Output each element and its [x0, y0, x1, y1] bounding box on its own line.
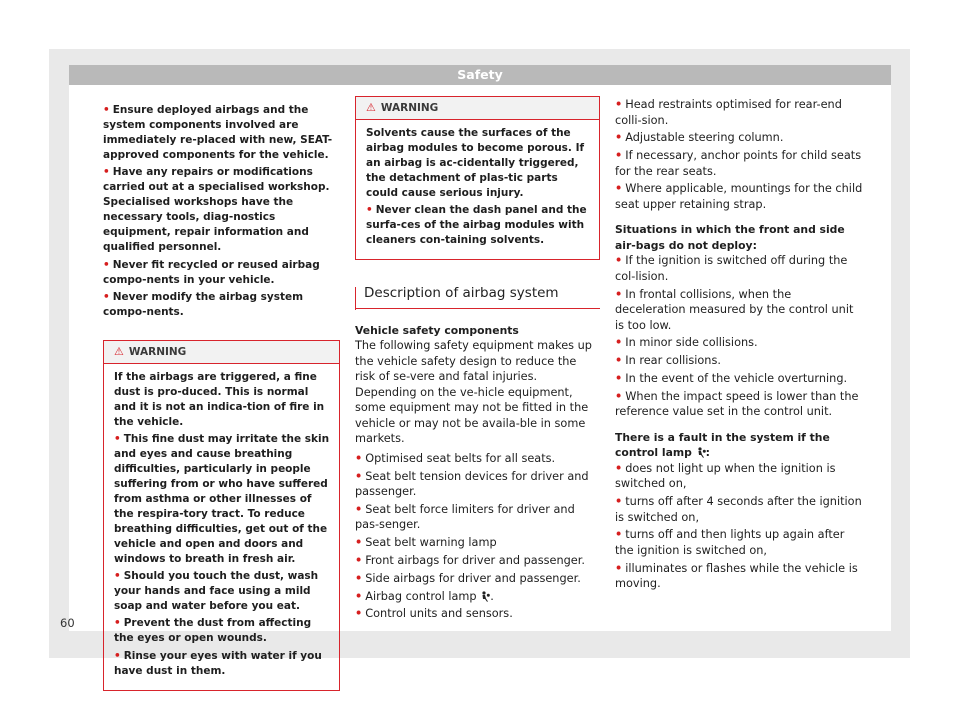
- list-item: • Seat belt warning lamp: [355, 536, 497, 550]
- list-item: • When the impact speed is lower than the reference value set in the control unit.: [615, 389, 859, 419]
- list-item-text: Head restraints optimised for rear-end colli-sion.: [615, 98, 842, 127]
- list-item-text: Never modify the airbag system compo-nents.: [103, 290, 304, 318]
- list-item-text: does not light up when the ignition is switched on,: [615, 461, 836, 491]
- airbag-lamp-icon: [696, 447, 706, 458]
- list-item: • does not light up when the ignition is switched on,: [615, 461, 836, 491]
- list-item-text: Adjustable steering column.: [625, 131, 784, 145]
- list-item: • Have any repairs or modifications carried out at a specialised workshop. Specialised workshops have the necessary tools, diag-nostics equipment, repair information and qualified personnel.: [103, 166, 330, 254]
- warning-box: [103, 340, 340, 691]
- list-item-text: Rinse your eyes with water if you have dust in them.: [114, 649, 322, 677]
- list-item: • Ensure deployed airbags and the system components involved are immediately re-placed with new, SEAT-approved components for the vehicle.: [103, 104, 333, 161]
- list-item: • In rear collisions.: [615, 354, 721, 368]
- list-item: • This fine dust may irritate the skin and eyes and cause breathing difficulties, particularly in people suffering from or who have suffered from asthma or other illnesses of the respira-tory tract. To reduce breathing difficulties, get out of the vehicle and open and doors and windows to breath in fresh air.: [114, 432, 330, 565]
- list-item-text: Side airbags for driver and passenger.: [365, 571, 581, 585]
- list-item: • Never modify the airbag system compo-nents.: [103, 290, 304, 318]
- middle-column: [355, 96, 600, 624]
- list-item: • Should you touch the dust, wash your hands and face using a mild soap and water before you eat.: [114, 570, 319, 613]
- list-item-text: illuminates or flashes while the vehicle is moving.: [615, 561, 858, 591]
- list-item: • In minor side collisions.: [615, 336, 758, 350]
- list-item-text: If necessary, anchor points for child seats for the rear seats.: [615, 149, 862, 178]
- manual-page: [69, 65, 891, 677]
- list-item-text: turns off and then lights up again after the ignition is switched on,: [615, 528, 845, 557]
- list-item: • In the event of the vehicle overturning.: [615, 372, 848, 386]
- list-item: • Control units and sensors.: [355, 607, 513, 621]
- list-item: • Seat belt force limiters for driver and pas-senger.: [355, 502, 575, 532]
- subheading: [615, 430, 863, 461]
- list-item-text: Should you touch the dust, wash your hands and face using a mild soap and water before you eat.: [114, 570, 319, 613]
- section-title: Description of airbag system: [355, 286, 600, 309]
- left-column: [103, 103, 340, 691]
- list-item: • illuminates or flashes while the vehicle is moving.: [615, 561, 858, 591]
- list-item: • Side airbags for driver and passenger.: [355, 571, 581, 585]
- warning-body: [356, 120, 599, 259]
- page-number: 60: [60, 616, 75, 630]
- list-item: • Front airbags for driver and passenger.: [355, 553, 585, 567]
- list-item: • If the ignition is switched off during the col-lision.: [615, 254, 848, 283]
- list-item-text: Seat belt force limiters for driver and pas-senger.: [355, 502, 575, 532]
- list-item: • Head restraints optimised for rear-end colli-sion.: [615, 98, 842, 127]
- list-item-text: This fine dust may irritate the skin and eyes and cause breathing difficulties, particularly in people suffering from or who have suffered from asthma or other illnesses of the respira-tory tract. To reduce breathing difficulties, get out of the vehicle and open and doors and windows to breath in fresh air.: [114, 432, 330, 565]
- list-item: • turns off and then lights up again after the ignition is switched on,: [615, 528, 845, 557]
- list-item: • If necessary, anchor points for child seats for the rear seats.: [615, 149, 862, 178]
- list-item-text: If the ignition is switched off during the col-lision.: [615, 254, 848, 283]
- list-item: • Rinse your eyes with water if you have dust in them.: [114, 649, 322, 677]
- subheading: Situations in which the front and side air-bags do not deploy:: [615, 223, 845, 252]
- list-item-text: In minor side collisions.: [625, 336, 758, 350]
- list-item: • turns off after 4 seconds after the ignition is switched on,: [615, 495, 862, 524]
- list-item-text: Have any repairs or modifications carried out at a specialised workshop. Specialised workshops have the necessary tools, diag-nostics equipment, repair information and qualified personnel.: [103, 166, 330, 254]
- paragraph: The following safety equipment makes up the vehicle safety design to reduce the risk of se-vere and fatal injuries. Depending on the ve-hicle equipment, some equipment may not be fitted in the vehicle or may not be availa-ble in some markets.: [355, 339, 592, 446]
- warning-triangle-icon: ⚠: [114, 344, 124, 358]
- list-item: • Seat belt tension devices for driver and passenger.: [355, 469, 589, 499]
- list-item: • In frontal collisions, when the deceleration measured by the control unit is too low.: [615, 287, 854, 332]
- list-item-text: In rear collisions.: [625, 354, 721, 368]
- list-item-text: Never fit recycled or reused airbag compo-nents in your vehicle.: [103, 258, 320, 286]
- right-column: [615, 97, 863, 594]
- warning-body: [104, 364, 339, 690]
- list-item-text: Where applicable, mountings for the child seat upper retaining strap.: [615, 182, 863, 211]
- list-item-text: Seat belt tension devices for driver and passenger.: [355, 469, 589, 499]
- list-item-text: Optimised seat belts for all seats.: [365, 451, 556, 465]
- warning-header: [104, 341, 339, 364]
- list-item: • Never fit recycled or reused airbag compo-nents in your vehicle.: [103, 258, 320, 286]
- list-item-text: Airbag control lamp: [365, 589, 477, 603]
- list-item-text: Control units and sensors.: [365, 607, 513, 621]
- airbag-lamp-icon: [480, 591, 490, 602]
- list-item: • Never clean the dash panel and the surfa-ces of the airbag modules with cleaners con-taining solvents.: [366, 204, 587, 246]
- page-header: Safety: [69, 65, 891, 85]
- subheading-text-end: :: [705, 446, 710, 460]
- list-item: • Prevent the dust from affecting the eyes or open wounds.: [114, 617, 312, 645]
- list-item: • Adjustable steering column.: [615, 131, 784, 145]
- warning-box: [355, 96, 600, 260]
- list-item-text: Ensure deployed airbags and the system components involved are immediately re-placed with new, SEAT-approved components for the vehicle.: [103, 104, 333, 161]
- subheading-text: There is a fault in the system if the control lamp: [615, 430, 830, 460]
- list-item-text-end: .: [490, 589, 494, 603]
- list-item-text: In the event of the vehicle overturning.: [625, 372, 848, 386]
- list-item: • Airbag control lamp .: [355, 589, 494, 603]
- list-item: • Optimised seat belts for all seats.: [355, 451, 556, 465]
- list-item-text: Seat belt warning lamp: [365, 536, 497, 550]
- list-item-text: turns off after 4 seconds after the ignition is switched on,: [615, 495, 862, 524]
- list-item: • Where applicable, mountings for the child seat upper retaining strap.: [615, 182, 863, 211]
- warning-triangle-icon: ⚠: [366, 101, 376, 114]
- subheading: Vehicle safety components: [355, 323, 519, 337]
- list-item-text: Prevent the dust from affecting the eyes or open wounds.: [114, 617, 312, 645]
- list-item-text: Never clean the dash panel and the surfa-ces of the airbag modules with cleaners con-taining solvents.: [366, 204, 587, 246]
- list-item-text: When the impact speed is lower than the reference value set in the control unit.: [615, 389, 859, 419]
- warning-label: WARNING: [380, 102, 439, 114]
- warning-intro: If the airbags are triggered, a fine dust is pro-duced. This is normal and it is not an indica-tion of fire in the vehicle.: [114, 370, 325, 428]
- warning-label: WARNING: [128, 345, 187, 358]
- warning-header: [356, 97, 599, 120]
- list-item-text: In frontal collisions, when the deceleration measured by the control unit is too low.: [615, 287, 854, 332]
- list-item-text: Front airbags for driver and passenger.: [365, 553, 585, 567]
- warning-intro: Solvents cause the surfaces of the airbag modules to become porous. If an airbag is ac-cidentally triggered, the detachment of plas-tic parts could cause serious injury.: [366, 127, 585, 199]
